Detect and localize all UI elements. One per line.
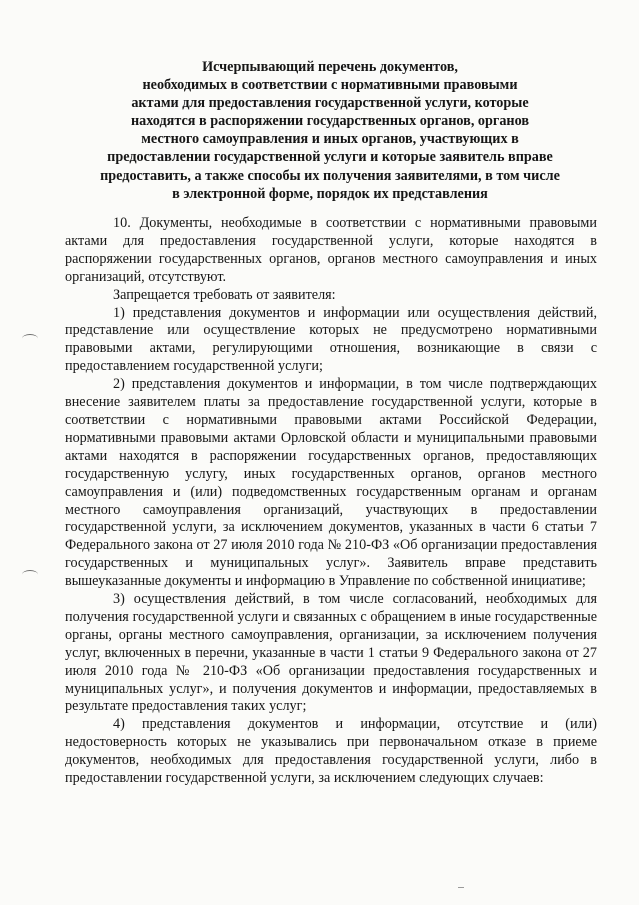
heading-line: предоставить, а также способы их получения заявителями, в том числе [100,167,560,184]
heading-line: актами для предоставления государственной услуги, которые [131,95,529,112]
binding-hole-mark [22,570,38,579]
heading-line: местного самоуправления и иных органов, участвующих в [141,131,519,148]
paragraph-subitem-1: 1) представления документов и информации или осуществления действий, представление или осуществление которых не предусмотрено нормативными правовыми актами, регулирующими отношения, возникающие в связи с предоставлением государственной услуги; [65,304,597,375]
document-body [65,215,597,788]
paragraph-subitem-4: 4) представления документов и информации, отсутствие и (или) недостоверность которых не указывались при первоначальном отказе в приеме документов, необходимых для предоставления государственной услуги, либо в предоставлении государственной услуги, за исключением следующих случаев: [65,716,597,787]
binding-hole-mark [22,334,38,343]
heading-line: в электронной форме, порядок их представления [172,185,488,202]
heading-line: Исчерпывающий перечень документов, [202,59,458,75]
heading-line: находятся в распоряжении государственных органов, органов [130,113,530,130]
document-heading [70,58,590,203]
paragraph-item-10: 10. Документы, необходимые в соответствии с нормативными правовыми актами для предоставления государственной услуги, которые находятся в распоряжении государственных органов, органов местного самоуправления и иных организаций, отсутствуют. [65,215,597,285]
paragraph-subitem-2: 2) представления документов и информации, в том числе подтверждающих внесение заявителем платы за предоставление государственной услуги, которые в соответствии с нормативными правовыми актами Российской Федерации, нормативными правовыми актами Орловской области и муниципальными правовыми актами находятся в распоряжении государственных органов, предоставляющих государственную услугу, иных государственных органов, органов местного самоуправления и (или) подведомственных государственным органам и органам местного самоуправления организаций, участвующих в предоставлении государственной услуги, за исключением документов, указанных в части 6 статьи 7 Федерального закона от 27 июля 2010 года № 210-ФЗ «Об организации предоставления государственных и муниципальных услуг». Заявитель вправе представить вышеуказанные документы и информацию в Управление по собственной инициативе; [65,376,597,590]
paragraph-subitem-3: 3) осуществления действий, в том числе согласований, необходимых для получения государственной услуги и связанных с обращением в иные государственные органы, органы местного самоуправления, организации, за исключением получения услуг, включенных в перечни, указанные в части 1 статьи 9 Федерального закона от 27 июля 2010 года № 210-ФЗ «Об организации предоставления государственных и муниципальных услуг», и получения документов и информации, предоставляемых в результате предоставления таких услуг; [65,591,597,715]
heading-line: предоставлении государственной услуги и которые заявитель вправе [107,149,553,166]
scan-speck [458,887,464,888]
heading-line: необходимых в соответствии с нормативными правовыми [142,77,518,94]
paragraph-prohibition-intro: Запрещается требовать от заявителя: [113,286,336,303]
